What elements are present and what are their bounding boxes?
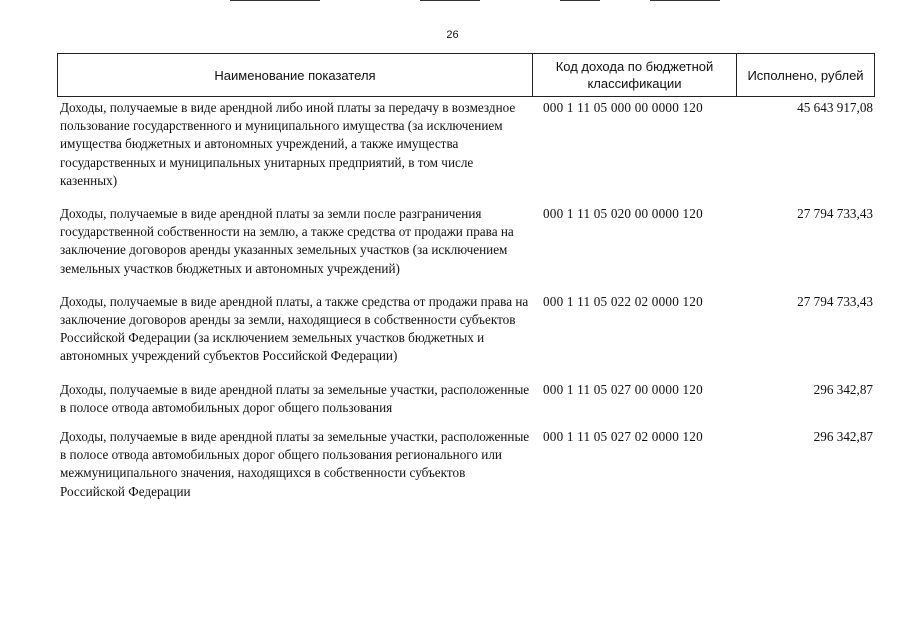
row-amount: 27 794 733,43 xyxy=(797,206,873,222)
row-name: Доходы, получаемые в виде арендной либо иной платы за передачу в возмездное пользование государственного и муниципального имущества (за исключением имущества бюджетных и автономных учреждений, а также имущества государственных и муниципальных унитарных предприятий, в том числе казенных) xyxy=(60,100,516,188)
row-name: Доходы, получаемые в виде арендной платы за земельные участки, расположенные в полосе отвода автомобильных дорог общего пользования xyxy=(60,381,530,415)
scan-edge-mark xyxy=(420,0,480,1)
scan-edge-mark xyxy=(650,0,720,1)
row-code: 000 1 11 05 022 02 0000 120 xyxy=(543,293,703,309)
row-code: 000 1 11 05 027 00 0000 120 xyxy=(543,381,703,397)
table-row xyxy=(57,428,877,501)
row-code: 000 1 11 05 020 00 0000 120 xyxy=(543,206,703,222)
row-code: 000 1 11 05 027 02 0000 120 xyxy=(543,429,703,445)
column-header-code-label: Код дохода по бюджетной классификации xyxy=(555,59,714,91)
column-header-name: Наименование показателя xyxy=(57,54,532,96)
row-amount: 45 643 917,08 xyxy=(797,100,873,115)
row-amount: 296 342,87 xyxy=(813,381,873,397)
table-header xyxy=(57,53,875,97)
row-name: Доходы, получаемые в виде арендной платы за земли после разграничения государственной собственности на землю, а также средства от продажи права на заключение договоров аренды указанных земельных участков (за исключением земельных участков бюджетных и автономных учреждений) xyxy=(60,206,514,276)
column-header-amount: Исполнено, рублей xyxy=(736,54,875,96)
table-row xyxy=(57,205,877,278)
table-row xyxy=(57,99,877,190)
column-header-code xyxy=(532,54,736,96)
scan-edge-mark xyxy=(230,0,320,1)
row-name: Доходы, получаемые в виде арендной платы за земельные участки, расположенные в полосе отвода автомобильных дорог общего пользования регионального или межмуниципального значения, находящихся в собственности субъектов Российской Федерации xyxy=(60,429,530,499)
row-amount: 296 342,87 xyxy=(813,429,873,445)
scan-edge-mark xyxy=(560,0,600,1)
table-row xyxy=(57,293,877,366)
page-number: 26 xyxy=(446,29,459,41)
row-name: Доходы, получаемые в виде арендной платы, а также средства от продажи права на заключение договоров аренды за земли, находящиеся в собственности субъектов Российской Федерации (за исключением земельных участков бюджетных и автономных учреждений субъектов Российской Федерации) xyxy=(60,293,529,364)
row-amount: 27 794 733,43 xyxy=(797,293,873,309)
table-row xyxy=(57,381,877,417)
table-body xyxy=(57,99,877,501)
row-code: 000 1 11 05 000 00 0000 120 xyxy=(543,100,703,115)
